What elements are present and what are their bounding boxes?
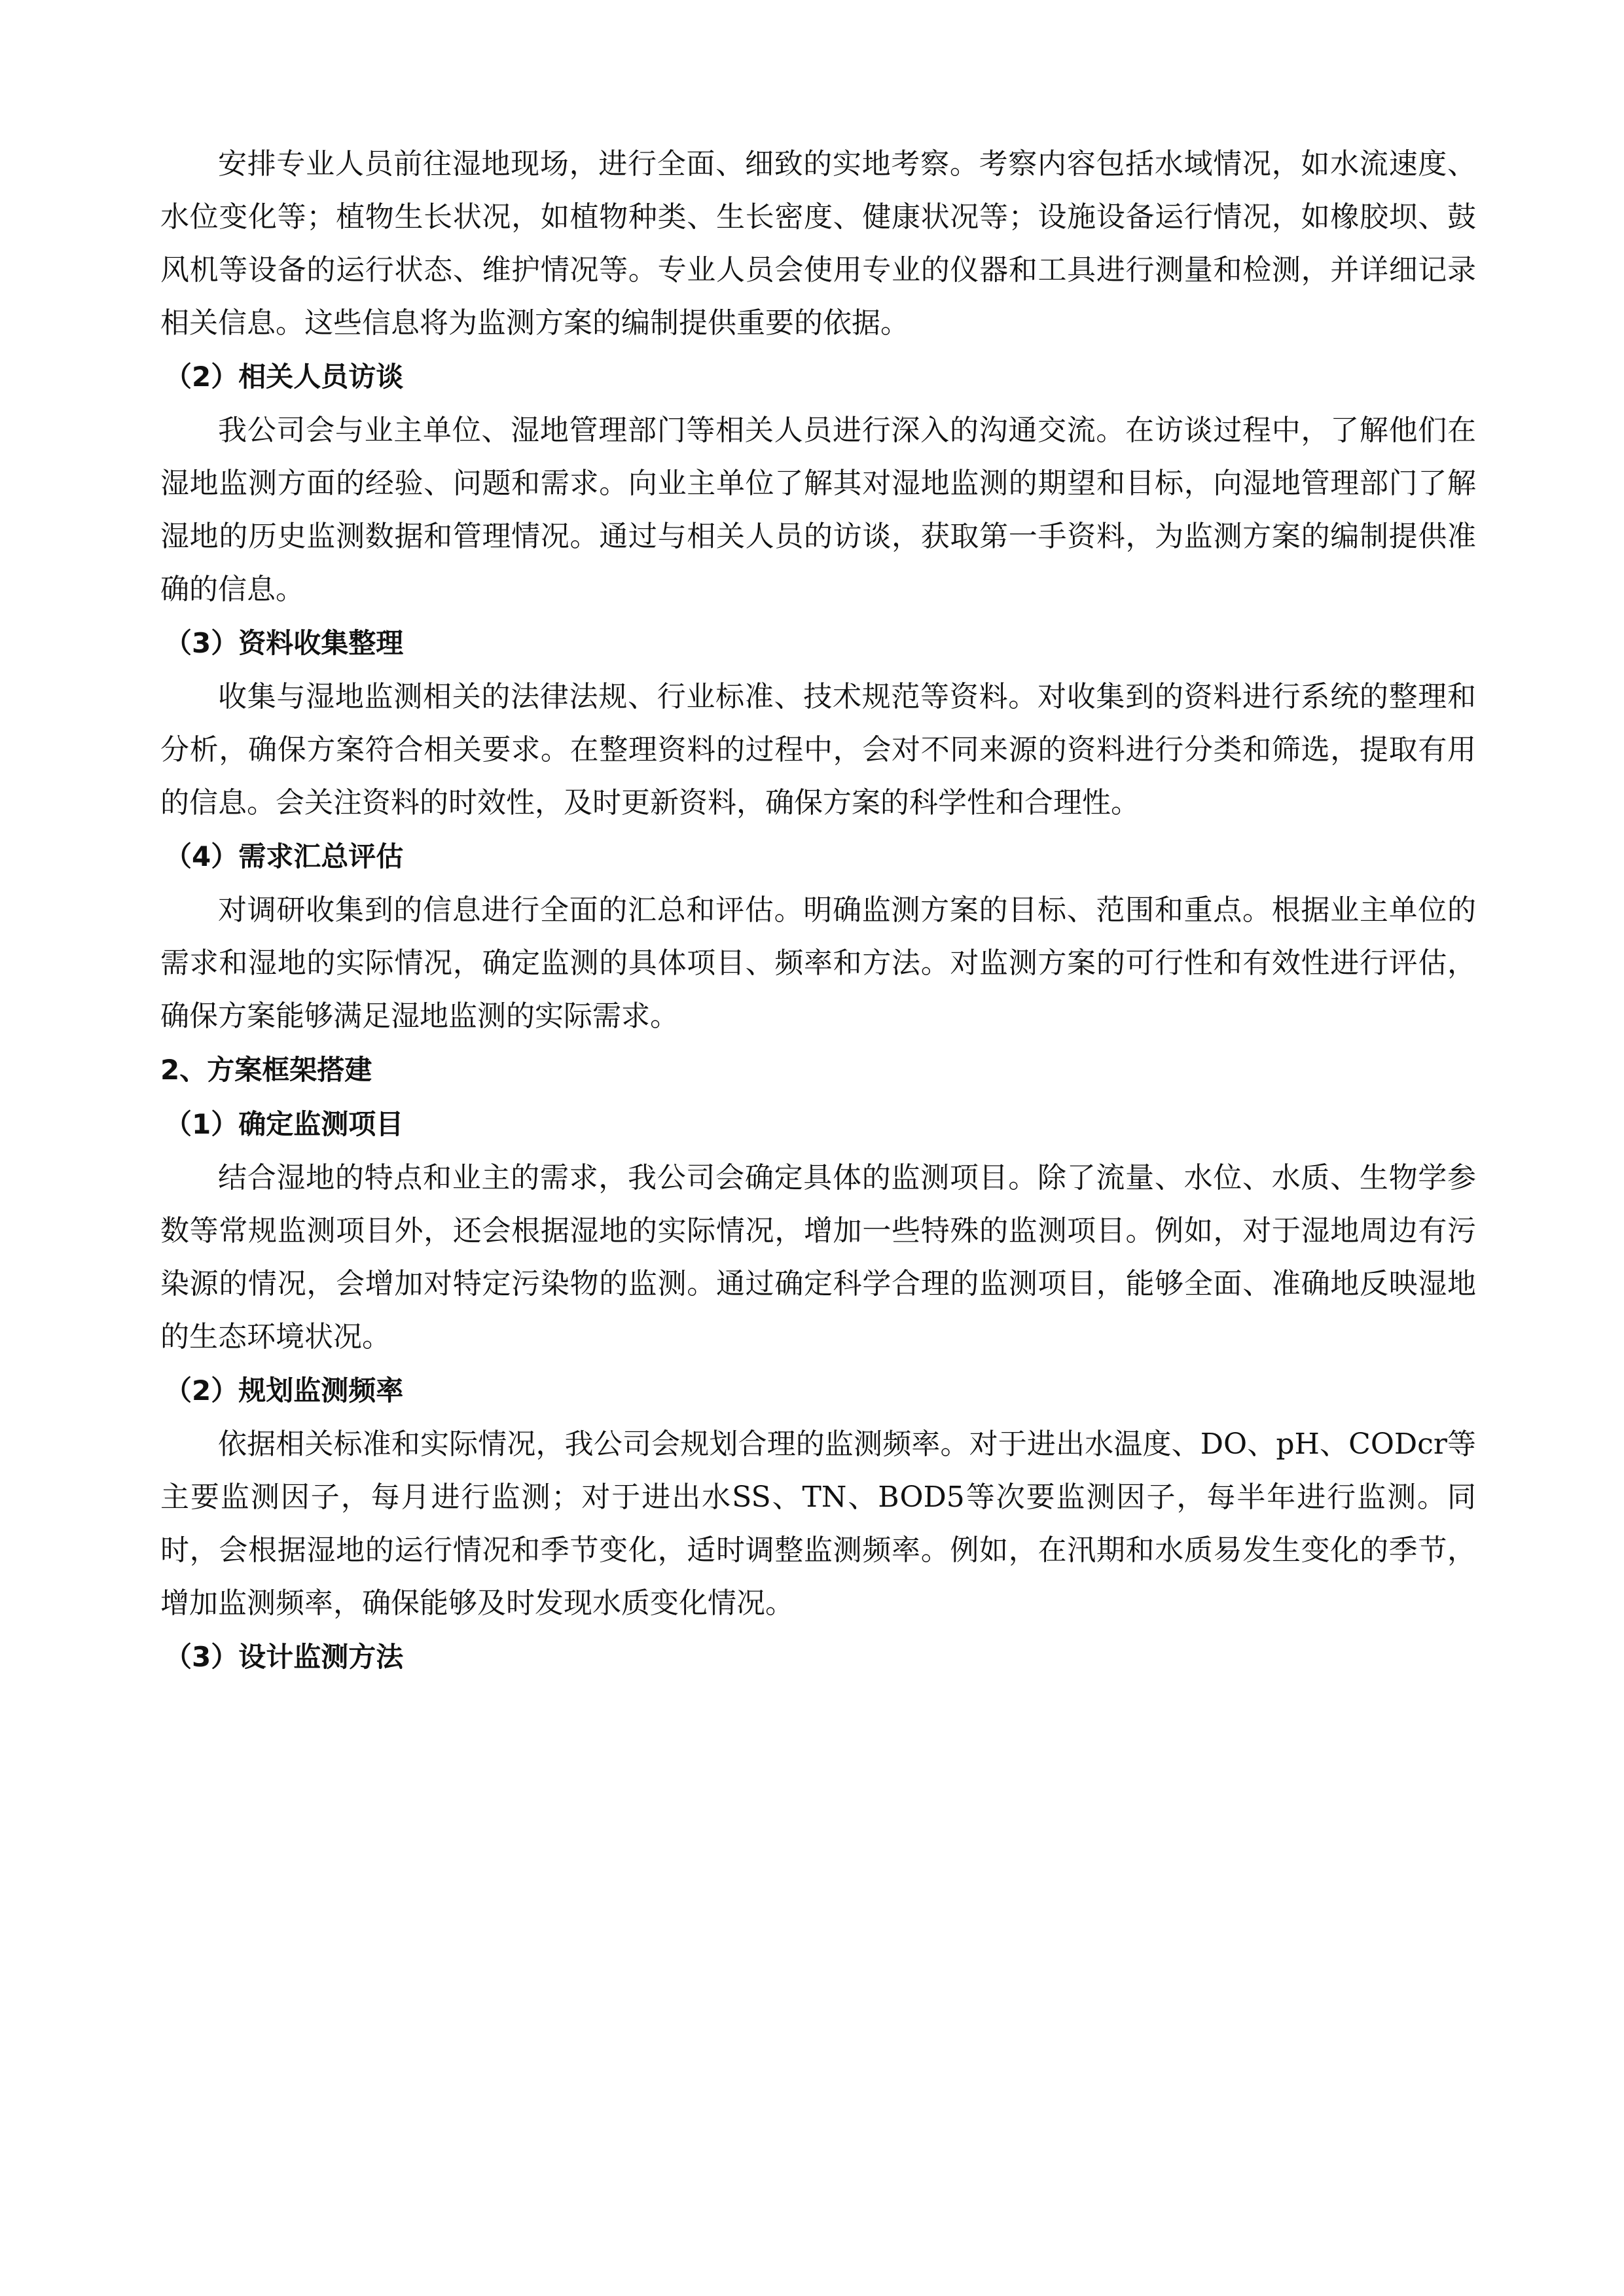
heading-monitoring-frequency: （2）规划监测频率: [164, 1374, 404, 1407]
section-heading-framework: 2、方案框架搭建: [160, 1054, 372, 1086]
document-body: [160, 137, 1476, 1684]
heading-monitoring-methods: （3）设计监测方法: [164, 1641, 404, 1673]
paragraph-monitoring-items: 结合湿地的特点和业主的需求，我公司会确定具体的监测项目。除了流量、水位、水质、生物学参数等常规监测项目外，还会根据湿地的实际情况，增加一些特殊的监测项目。例如，对于湿地周边有污染源的情况，会增加对特定污染物的监测。通过确定科学合理的监测项目，能够全面、准确地反映湿地的生态环境状况。: [160, 1161, 1476, 1354]
paragraph-monitoring-frequency: 依据相关标准和实际情况，我公司会规划合理的监测频率。对于进出水温度、DO、pH、CODcr等主要监测因子，每月进行监测；对于进出水SS、TN、BOD5等次要监测因子，每半年进行监测。同时，会根据湿地的运行情况和季节变化，适时调整监测频率。例如，在汛期和水质易发生变化的季节，增加监测频率，确保能够及时发现水质变化情况。: [160, 1427, 1476, 1620]
paragraph-data-collection: 收集与湿地监测相关的法律法规、行业标准、技术规范等资料。对收集到的资料进行系统的整理和分析，确保方案符合相关要求。在整理资料的过程中，会对不同来源的资料进行分类和筛选，提取有用的信息。会关注资料的时效性，及时更新资料，确保方案的科学性和合理性。: [160, 680, 1476, 819]
heading-data-collection: （3）资料收集整理: [164, 627, 404, 659]
paragraph-site-survey: 安排专业人员前往湿地现场，进行全面、细致的实地考察。考察内容包括水域情况，如水流速度、水位变化等；植物生长状况，如植物种类、生长密度、健康状况等；设施设备运行情况，如橡胶坝、鼓风机等设备的运行状态、维护情况等。专业人员会使用专业的仪器和工具进行测量和检测，并详细记录相关信息。这些信息将为监测方案的编制提供重要的依据。: [160, 147, 1476, 340]
heading-staff-interview: （2）相关人员访谈: [164, 361, 404, 393]
paragraph-staff-interview: 我公司会与业主单位、湿地管理部门等相关人员进行深入的沟通交流。在访谈过程中，了解他们在湿地监测方面的经验、问题和需求。向业主单位了解其对湿地监测的期望和目标，向湿地管理部门了解湿地的历史监测数据和管理情况。通过与相关人员的访谈，获取第一手资料，为监测方案的编制提供准确的信息。: [160, 414, 1476, 606]
heading-monitoring-items: （1）确定监测项目: [164, 1108, 404, 1140]
heading-needs-assessment: （4）需求汇总评估: [164, 840, 404, 872]
paragraph-needs-assessment: 对调研收集到的信息进行全面的汇总和评估。明确监测方案的目标、范围和重点。根据业主单位的需求和湿地的实际情况，确定监测的具体项目、频率和方法。对监测方案的可行性和有效性进行评估，确保方案能够满足湿地监测的实际需求。: [160, 893, 1476, 1033]
